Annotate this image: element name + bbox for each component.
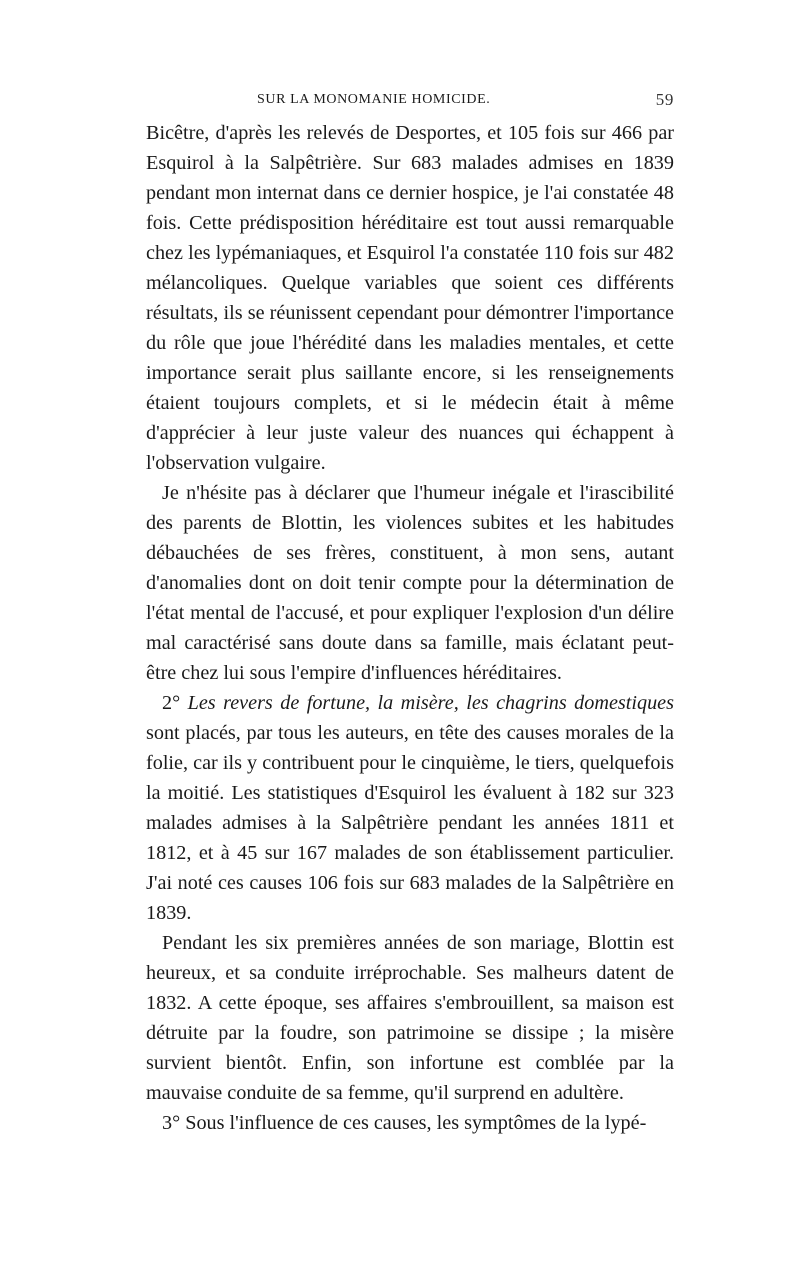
running-head (146, 88, 674, 118)
paragraph-blottin-misfortunes: Pendant les six premières années de son mariage, Blottin est heureux, et sa conduite irréprochable. Ses malheurs datent de 1832. A cette époque, ses affaires s'embrouillent, sa maison est détruite par la foudre, son patrimoine se dissipe ; la misère survient bientôt. Enfin, son infortune est comblée par la mauvaise conduite de sa femme, qu'il surprend en adultère. (146, 932, 674, 1104)
body-text (146, 118, 674, 1138)
paragraph-moral-causes (146, 688, 674, 928)
book-page (146, 88, 674, 1138)
page-number: 59 (655, 90, 674, 109)
list-number-2: 2° (162, 692, 188, 714)
paragraph-blottin-family: Je n'hésite pas à déclarer que l'humeur inégale et l'irascibilité des parents de Blottin, les violences subites et les habitudes débauchées de ses frères, constituent, à mon sens, autant d'anomalies dont on doit tenir compte pour la détermination de l'état mental de l'accusé, et pour expliquer l'explosion d'un délire mal caractérisé sans doute dans sa famille, mais éclatant peut-être chez lui sous l'empire d'influences héréditaires. (146, 482, 674, 684)
moral-causes-text: sont placés, par tous les auteurs, en tête des causes morales de la folie, car ils y contribuent pour le cinquième, le tiers, quelquefois la moitié. Les statistiques d'Esquirol les évaluent à 182 sur 323 malades admises à la Salpêtrière pendant les années 1811 et 1812, et à 45 sur 167 malades de son établissement particulier. J'ai noté ces causes 106 fois sur 683 malades de la Salpêtrière en 1839. (146, 722, 674, 924)
paragraph-heredity-statistics: Bicêtre, d'après les relevés de Desportes, et 105 fois sur 466 par Esquirol à la Salpêtrière. Sur 683 malades admises en 1839 pendant mon internat dans ce dernier hospice, je l'ai constatée 48 fois. Cette prédisposition héréditaire est tout aussi remarquable chez les lypémaniaques, et Esquirol l'a constatée 110 fois sur 482 mélancoliques. Quelque variables que soient ces différents résultats, ils se réunissent cependant pour démontrer l'importance du rôle que joue l'hérédité dans les maladies mentales, et cette importance serait plus saillante encore, si les renseignements étaient toujours complets, et si le médecin était à même d'apprécier à leur juste valeur des nuances qui échappent à l'observation vulgaire. (146, 122, 674, 474)
italic-phrase-causes: Les revers de fortune, la misère, les chagrins domestiques (187, 692, 674, 714)
paragraph-symptoms-start: 3° Sous l'influence de ces causes, les symptômes de la lypé- (162, 1112, 647, 1134)
running-title: SUR LA MONOMANIE HOMICIDE. (257, 92, 491, 107)
